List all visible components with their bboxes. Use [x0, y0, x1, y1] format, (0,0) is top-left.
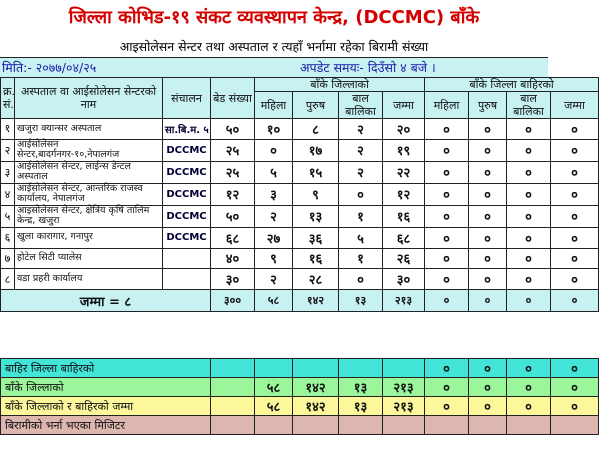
col-header-child: बाल बालिका [339, 92, 383, 119]
row-outside-total: ० [551, 119, 599, 140]
row-total: ६८ [383, 227, 425, 248]
row-outside-total: ० [551, 161, 599, 183]
summary-total [383, 359, 425, 378]
summary-female: ५८ [255, 397, 293, 416]
row-outside-child: ० [507, 161, 551, 183]
summary-outside-male: ० [469, 359, 507, 378]
update-time-label: अपडेट समयः- दिउँसो ४ बजे । [300, 60, 436, 75]
row-female: २ [255, 205, 293, 227]
row-operator: DCCMC [163, 205, 211, 227]
summary-outside-female: ० [425, 359, 469, 378]
row-outside-male: ० [469, 139, 507, 161]
row-total: २२ [383, 161, 425, 183]
row-female: ० [255, 139, 293, 161]
total-beds: ३०० [211, 290, 255, 312]
row-outside-male: ० [469, 183, 507, 205]
summary-outside-male: ० [469, 397, 507, 416]
row-outside-female: ० [425, 269, 469, 290]
col-group-outside: बाँके जिल्ला बाहिरको [425, 78, 599, 92]
row-total: ३० [383, 269, 425, 290]
summary-child: १३ [339, 378, 383, 397]
row-total: १२ [383, 183, 425, 205]
row-operator: DCCMC [163, 139, 211, 161]
summary-outside-child: ० [507, 359, 551, 378]
row-outside-total: ० [551, 183, 599, 205]
row-outside-total: ० [551, 248, 599, 269]
table-row [1, 205, 599, 227]
date-label: मिति:- २०७७/०४/२५ [2, 60, 97, 75]
summary-label: बिरामीको भर्ना भएका मिजिटर [1, 416, 211, 435]
row-sn: ६ [1, 227, 15, 248]
row-male: १५ [293, 161, 339, 183]
col-header-male: पुरुष [293, 92, 339, 119]
summary-row-outside [1, 359, 599, 378]
summary-table [0, 358, 599, 435]
col-header-sn: क्र. सं. [1, 78, 15, 119]
row-beds: १२ [211, 183, 255, 205]
row-child: ५ [339, 227, 383, 248]
col-header-outside-total: जम्मा [551, 92, 599, 119]
table-row [1, 183, 599, 205]
row-operator [163, 269, 211, 290]
total-total: २१३ [383, 290, 425, 312]
summary-child: १३ [339, 397, 383, 416]
col-header-total: जम्मा [383, 92, 425, 119]
row-female: ९ [255, 248, 293, 269]
row-beds: ५० [211, 205, 255, 227]
row-operator: DCCMC [163, 161, 211, 183]
row-sn: ३ [1, 161, 15, 183]
row-outside-female: ० [425, 205, 469, 227]
summary-outside-total: ० [551, 397, 599, 416]
row-outside-male: ० [469, 119, 507, 140]
row-outside-total: ० [551, 205, 599, 227]
summary-outside-child: ० [507, 378, 551, 397]
row-sn: ७ [1, 248, 15, 269]
total-outside-child: ० [507, 290, 551, 312]
total-label: जम्मा = ८ [1, 290, 211, 312]
summary-outside-female [425, 416, 469, 435]
row-outside-child: ० [507, 227, 551, 248]
summary-male [293, 416, 339, 435]
row-outside-male: ० [469, 248, 507, 269]
row-outside-male: ० [469, 227, 507, 248]
summary-blank [211, 416, 255, 435]
row-outside-male: ० [469, 205, 507, 227]
row-child: ० [339, 183, 383, 205]
summary-label: बाहिर जिल्ला बाहिरको [1, 359, 211, 378]
row-operator: सा.बि.म. ५ [163, 119, 211, 140]
row-sn: ५ [1, 205, 15, 227]
row-total: २६ [383, 248, 425, 269]
summary-blank [211, 359, 255, 378]
row-outside-child: ० [507, 139, 551, 161]
row-outside-total: ० [551, 227, 599, 248]
row-outside-child: ० [507, 119, 551, 140]
row-center-name: खुला कारागार, गनापुर [15, 227, 163, 248]
row-outside-female: ० [425, 139, 469, 161]
col-group-banke: बाँके जिल्लाको [255, 78, 425, 92]
row-sn: १ [1, 119, 15, 140]
row-outside-child: ० [507, 183, 551, 205]
row-beds: २५ [211, 161, 255, 183]
col-header-outside-male: पुरुष [469, 92, 507, 119]
summary-total: २१३ [383, 378, 425, 397]
row-male: ३६ [293, 227, 339, 248]
row-outside-child: ० [507, 205, 551, 227]
col-header-name: अस्पताल वा आईसोलेसन सेन्टरको नाम [15, 78, 163, 119]
row-male: ८ [293, 119, 339, 140]
summary-outside-total: ० [551, 378, 599, 397]
row-male: १३ [293, 205, 339, 227]
row-child: १ [339, 205, 383, 227]
row-center-name: आइसोलेसन सेन्टर, क्षेत्रिय कृषि तालिम केन्द्र, खजुरा [15, 205, 163, 227]
row-female: ३ [255, 183, 293, 205]
summary-outside-male [469, 416, 507, 435]
row-outside-total: ० [551, 269, 599, 290]
row-beds: २५ [211, 139, 255, 161]
col-header-beds: बेड संख्या [211, 78, 255, 119]
row-outside-female: ० [425, 248, 469, 269]
row-sn: २ [1, 139, 15, 161]
total-female: ५८ [255, 290, 293, 312]
summary-child [339, 416, 383, 435]
row-beds: ५० [211, 119, 255, 140]
summary-blank [211, 378, 255, 397]
row-total: २० [383, 119, 425, 140]
row-center-name: आईसोलेसन सेन्टर, आन्तरिक राजस्व कार्यालय, नेपालगंज [15, 183, 163, 205]
row-outside-male: ० [469, 161, 507, 183]
summary-female [255, 416, 293, 435]
summary-total [383, 416, 425, 435]
page-subtitle: आइसोलेसन सेन्टर तथा अस्पताल र त्यहाँ भर्नामा रहेका बिरामी संख्या [119, 39, 429, 54]
summary-child [339, 359, 383, 378]
summary-outside-female: ० [425, 378, 469, 397]
row-child: ० [339, 269, 383, 290]
row-male: १६ [293, 248, 339, 269]
total-outside-male: ० [469, 290, 507, 312]
col-header-female: महिला [255, 92, 293, 119]
total-male: १४२ [293, 290, 339, 312]
row-female: १० [255, 119, 293, 140]
table-row [1, 248, 599, 269]
summary-outside-male: ० [469, 378, 507, 397]
row-male: ९ [293, 183, 339, 205]
table-row [1, 269, 599, 290]
row-center-name: होटेल सिटी प्यालेस [15, 248, 163, 269]
row-female: ५ [255, 161, 293, 183]
total-row [1, 290, 599, 312]
row-child: १ [339, 248, 383, 269]
summary-row-visitors [1, 416, 599, 435]
summary-outside-child [507, 416, 551, 435]
summary-outside-total [551, 416, 599, 435]
table-row [1, 119, 599, 140]
summary-female: ५८ [255, 378, 293, 397]
row-sn: ४ [1, 183, 15, 205]
row-child: २ [339, 119, 383, 140]
row-outside-female: ० [425, 183, 469, 205]
row-child: २ [339, 139, 383, 161]
row-beds: ३० [211, 269, 255, 290]
total-outside-female: ० [425, 290, 469, 312]
row-outside-female: ० [425, 119, 469, 140]
row-sn: ८ [1, 269, 15, 290]
row-male: २८ [293, 269, 339, 290]
row-female: २ [255, 269, 293, 290]
summary-total: २१३ [383, 397, 425, 416]
col-header-outside-female: महिला [425, 92, 469, 119]
summary-male: १४२ [293, 378, 339, 397]
col-header-outside-child: बाल बालिका [507, 92, 551, 119]
row-operator: DCCMC [163, 183, 211, 205]
row-center-name: आईसोलेसन सेन्टर,बादर्गनगर-१०,नेपालगंज [15, 139, 163, 161]
summary-female [255, 359, 293, 378]
table-row [1, 161, 599, 183]
row-center-name: आईसोलेसन सेन्टर, लाईन्स डेन्टल अस्पताल [15, 161, 163, 183]
table-row [1, 227, 599, 248]
summary-male: १४२ [293, 397, 339, 416]
summary-label: बाँके जिल्लाको [1, 378, 211, 397]
row-center-name: खजुरा क्यान्सर अस्पताल [15, 119, 163, 140]
row-outside-female: ० [425, 227, 469, 248]
col-header-operator: संचालन [163, 78, 211, 119]
row-beds: ६८ [211, 227, 255, 248]
row-center-name: वडा प्रहरी कार्यालय [15, 269, 163, 290]
summary-outside-female: ० [425, 397, 469, 416]
row-outside-female: ० [425, 161, 469, 183]
row-operator: DCCMC [163, 227, 211, 248]
isolation-center-table [0, 77, 599, 312]
row-total: १६ [383, 205, 425, 227]
summary-male [293, 359, 339, 378]
summary-row-grand-total [1, 397, 599, 416]
row-outside-male: ० [469, 269, 507, 290]
summary-outside-child: ० [507, 397, 551, 416]
row-female: २७ [255, 227, 293, 248]
row-outside-child: ० [507, 248, 551, 269]
table-row [1, 139, 599, 161]
summary-blank [211, 397, 255, 416]
row-male: १७ [293, 139, 339, 161]
row-child: २ [339, 161, 383, 183]
total-child: १३ [339, 290, 383, 312]
row-operator [163, 248, 211, 269]
summary-row-banke [1, 378, 599, 397]
row-total: १९ [383, 139, 425, 161]
page-title: जिल्ला कोभिड-१९ संकट व्यवस्थापन केन्द्र, (DCCMC) बाँके [68, 7, 480, 28]
row-beds: ४० [211, 248, 255, 269]
summary-outside-total: ० [551, 359, 599, 378]
row-outside-total: ० [551, 139, 599, 161]
total-outside-total: ० [551, 290, 599, 312]
summary-label: बाँके जिल्लाको र बाहिरको जम्मा [1, 397, 211, 416]
row-outside-child: ० [507, 269, 551, 290]
date-band [0, 57, 548, 77]
